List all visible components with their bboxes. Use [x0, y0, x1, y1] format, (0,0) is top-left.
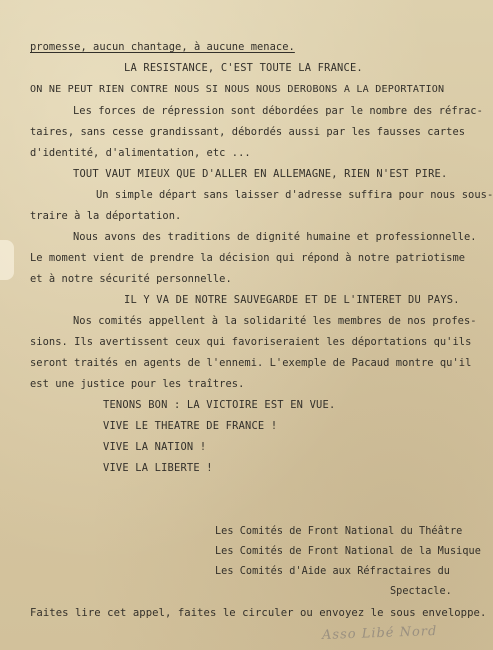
body-line: Un simple départ sans laisser d'adresse suffira pour nous sous- — [96, 189, 493, 201]
body-line: sions. Ils avertissent ceux qui favoriseraient les déportations qu'ils — [30, 336, 472, 348]
slogan-line: VIVE LA NATION ! — [103, 441, 207, 453]
body-line: Nos comités appellent à la solidarité les membres de nos profes- — [73, 315, 477, 327]
signature-line: Spectacle. — [390, 586, 452, 597]
signature-line: Les Comités d'Aide aux Réfractaires du — [215, 566, 450, 577]
body-line: traire à la déportation. — [30, 210, 182, 222]
body-line: Nous avons des traditions de dignité humaine et professionnelle. — [73, 231, 477, 243]
body-line: taires, sans cesse grandissant, débordés aussi par les fausses cartes — [30, 126, 466, 138]
body-line: promesse, aucun chantage, à aucune menace. — [30, 41, 295, 53]
footer-instruction: Faites lire cet appel, faites le circuler ou envoyez le sous enveloppe. — [30, 607, 487, 619]
slogan-line: VIVE LE THEATRE DE FRANCE ! — [103, 420, 278, 432]
slogan-line: VIVE LA LIBERTE ! — [103, 462, 213, 474]
slogan-line: IL Y VA DE NOTRE SAUVEGARDE ET DE L'INTERET DU PAYS. — [124, 294, 460, 306]
slogan-line: TENONS BON : LA VICTOIRE EST EN VUE. — [103, 399, 336, 411]
slogan-line: LA RESISTANCE, C'EST TOUTE LA FRANCE. — [124, 62, 363, 74]
body-line: seront traités en agents de l'ennemi. L'exemple de Pacaud montre qu'il — [30, 357, 472, 369]
pencil-archive-note: Asso Libé Nord — [321, 623, 438, 644]
slogan-line: ON NE PEUT RIEN CONTRE NOUS SI NOUS NOUS DEROBONS A LA DEPORTATION — [30, 84, 445, 95]
body-line: d'identité, d'alimentation, etc ... — [30, 147, 251, 159]
paper-stain — [0, 240, 14, 280]
signature-line: Les Comités de Front National de la Musique — [215, 546, 481, 557]
body-line: Les forces de répression sont débordées par le nombre des réfrac- — [73, 105, 483, 117]
signature-line: Les Comités de Front National du Théâtre — [215, 526, 463, 537]
body-line: est une justice pour les traîtres. — [30, 378, 245, 390]
body-line: et à notre sécurité personnelle. — [30, 273, 232, 285]
slogan-line: TOUT VAUT MIEUX QUE D'ALLER EN ALLEMAGNE, RIEN N'EST PIRE. — [73, 168, 448, 180]
body-line: Le moment vient de prendre la décision qui répond à notre patriotisme — [30, 252, 466, 264]
